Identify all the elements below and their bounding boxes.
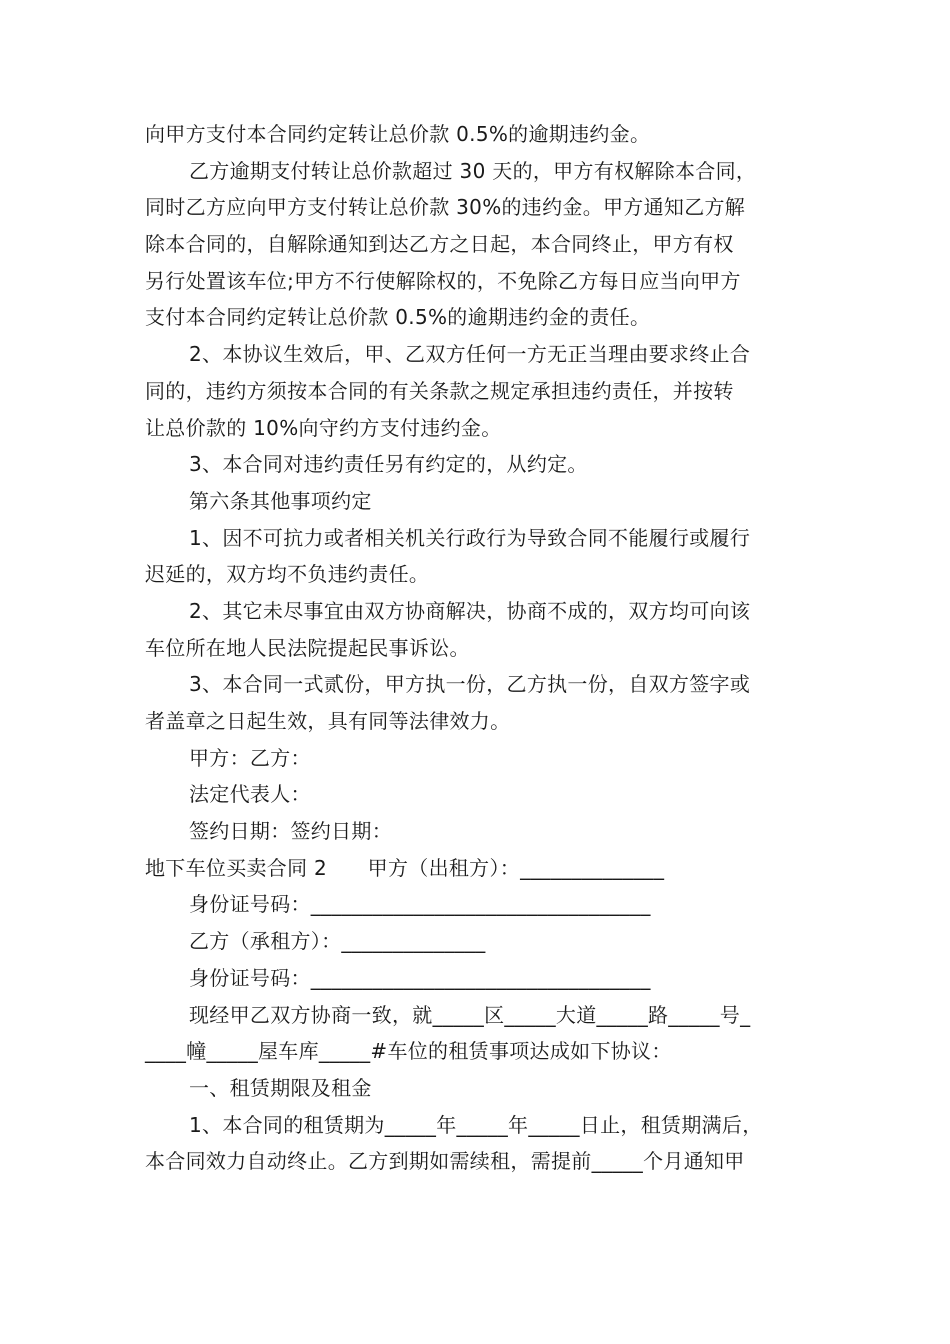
text-line: 签约日期：签约日期： xyxy=(189,819,392,844)
text-line: 乙方（承租方）：______________ xyxy=(189,929,486,954)
text-line: 者盖章之日起生效，具有同等法律效力。 xyxy=(145,709,511,733)
text-line: 迟延的，双方均不负违约责任。 xyxy=(145,562,430,587)
text-line: 3、本合同对违约责任另有约定的，从约定。 xyxy=(189,452,588,477)
text-line: 地下车位买卖合同 2 甲方（出租方）：______________ xyxy=(145,855,665,880)
text-line: 3、本合同一式贰份，甲方执一份，乙方执一份，自双方签字或 xyxy=(189,672,751,697)
text-line: 另行处置该车位;甲方不行使解除权的，不免除乙方每日应当向甲方 xyxy=(145,268,741,293)
text-line: 乙方逾期支付转让总价款超过 30 天的，甲方有权解除本合同， xyxy=(189,158,757,183)
text-line: 同时乙方应向甲方支付转让总价款 30%的违约金。甲方通知乙方解 xyxy=(145,195,746,220)
text-line: 1、因不可抗力或者相关机关行政行为导致合同不能履行或履行 xyxy=(189,525,751,550)
text-line: 向甲方支付本合同约定转让总价款 0.5%的逾期违约金。 xyxy=(145,122,651,146)
text-line: 同的，违约方须按本合同的有关条款之规定承担违约责任，并按转 xyxy=(145,378,734,403)
text-line: 一、租赁期限及租金 xyxy=(189,1075,372,1100)
text-line: 甲方：乙方： xyxy=(189,745,311,770)
text-line: 除本合同的，自解除通知到达乙方之日起，本合同终止，甲方有权 xyxy=(145,232,734,257)
document-body xyxy=(145,116,810,1180)
text-line: 支付本合同约定转让总价款 0.5%的逾期违约金的责任。 xyxy=(145,305,651,330)
text-line: 法定代表人： xyxy=(189,782,311,807)
text-line: 2、本协议生效后，甲、乙双方任何一方无正当理由要求终止合 xyxy=(189,342,751,367)
text-line: 现经甲乙双方协商一致，就_____区_____大道_____路_____号_ xyxy=(189,1002,751,1027)
text-line: 第六条其他事项约定 xyxy=(189,488,372,513)
text-line: ____幢_____屋车库_____#车位的租赁事项达成如下协议： xyxy=(145,1039,672,1064)
text-line: 2、其它未尽事宜由双方协商解决，协商不成的，双方均可向该 xyxy=(189,598,751,623)
text-line: 让总价款的 10%向守约方支付违约金。 xyxy=(145,415,502,440)
text-line: 身份证号码：_________________________________ xyxy=(189,892,651,917)
text-line: 身份证号码：_________________________________ xyxy=(189,965,651,990)
text-line: 1、本合同的租赁期为_____年_____年_____日止，租赁期满后， xyxy=(189,1112,763,1137)
text-line: 本合同效力自动终止。乙方到期如需续租，需提前_____个月通知甲 xyxy=(145,1149,745,1174)
text-line: 车位所在地人民法院提起民事诉讼。 xyxy=(145,635,470,660)
